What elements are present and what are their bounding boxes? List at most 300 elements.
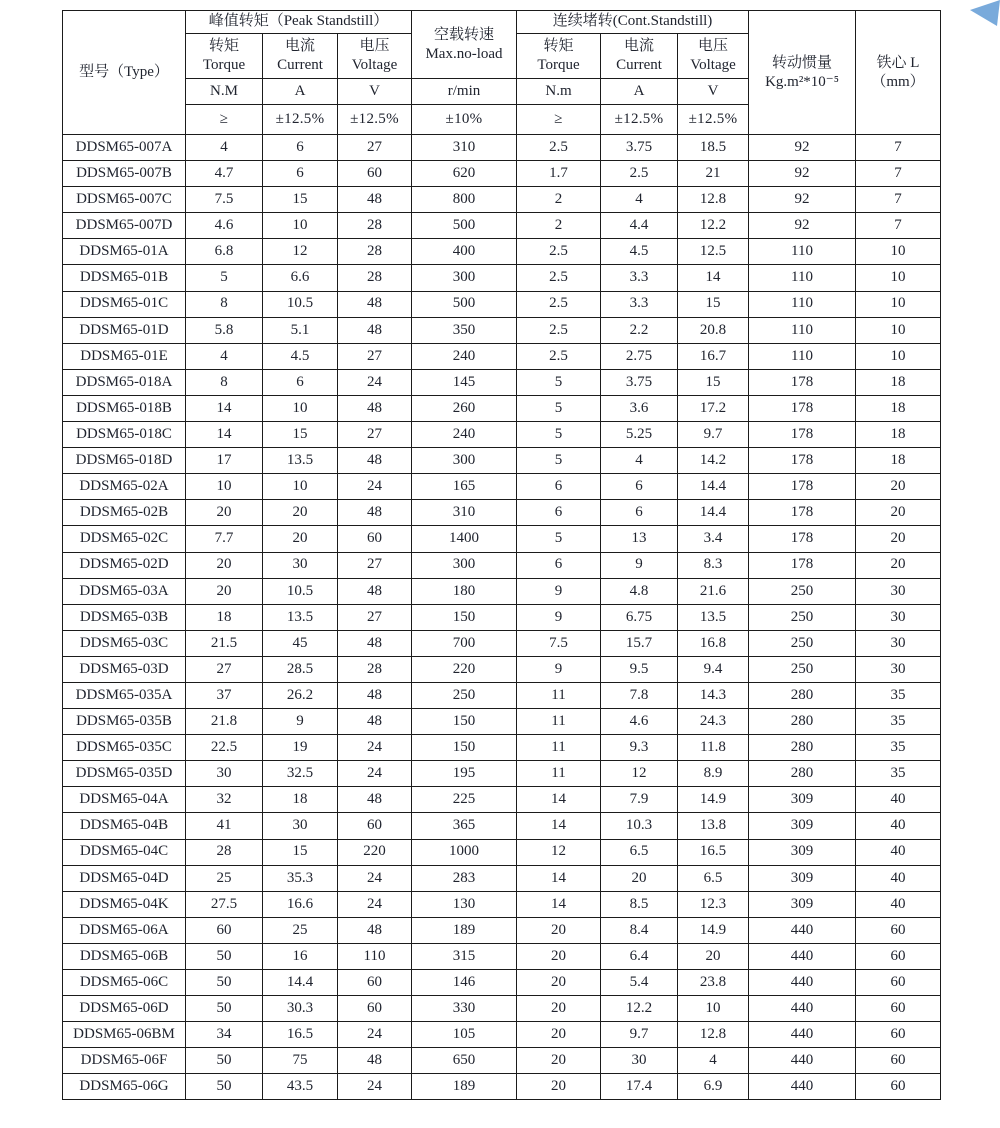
cell-type: DDSM65-06A — [63, 917, 186, 943]
cell-inertia: 309 — [749, 813, 856, 839]
table-header — [63, 11, 941, 135]
cell-cont-voltage: 13.5 — [678, 604, 749, 630]
cell-core-length: 35 — [856, 682, 941, 708]
cell-core-length: 10 — [856, 239, 941, 265]
cell-cont-torque: 20 — [517, 1022, 601, 1048]
cell-cont-voltage: 15 — [678, 291, 749, 317]
cell-core-length: 60 — [856, 943, 941, 969]
cell-peak-voltage: 48 — [338, 291, 412, 317]
cell-type: DDSM65-035A — [63, 682, 186, 708]
cell-peak-voltage: 110 — [338, 943, 412, 969]
inertia-unit: Kg.m²*10⁻⁵ — [765, 73, 839, 90]
cell-inertia: 110 — [749, 343, 856, 369]
cell-type: DDSM65-007B — [63, 161, 186, 187]
table-row — [63, 291, 941, 317]
table-row — [63, 1048, 941, 1074]
cell-inertia: 440 — [749, 1048, 856, 1074]
cell-core-length: 18 — [856, 448, 941, 474]
cell-inertia: 250 — [749, 604, 856, 630]
cell-peak-torque: 60 — [186, 917, 263, 943]
cell-peak-current: 30 — [263, 552, 338, 578]
noload-label-zh: 空载转速 — [433, 26, 494, 43]
cell-cont-torque: 14 — [517, 865, 601, 891]
cell-peak-torque: 14 — [186, 422, 263, 448]
cell-peak-current: 10 — [263, 395, 338, 421]
core-unit: （mm） — [871, 73, 925, 90]
cell-inertia: 92 — [749, 187, 856, 213]
cell-inertia: 440 — [749, 970, 856, 996]
cell-cont-torque: 2.5 — [517, 291, 601, 317]
tolerance-peak-torque: ≥ — [186, 105, 263, 135]
cell-peak-current: 45 — [263, 630, 338, 656]
cell-peak-voltage: 60 — [338, 526, 412, 552]
cell-cont-torque: 1.7 — [517, 161, 601, 187]
cell-cont-voltage: 16.8 — [678, 630, 749, 656]
cell-type: DDSM65-06BM — [63, 1022, 186, 1048]
cell-cont-torque: 11 — [517, 761, 601, 787]
unit-peak-torque: N.M — [186, 79, 263, 105]
cell-peak-current: 32.5 — [263, 761, 338, 787]
table-row — [63, 448, 941, 474]
cell-peak-torque: 21.8 — [186, 709, 263, 735]
cell-cont-current: 6.75 — [601, 604, 678, 630]
tolerance-cont-voltage: ±12.5% — [678, 105, 749, 135]
cell-type: DDSM65-03A — [63, 578, 186, 604]
table-row — [63, 709, 941, 735]
cell-noload-speed: 315 — [412, 943, 517, 969]
cell-cont-torque: 2 — [517, 213, 601, 239]
cell-peak-current: 6.6 — [263, 265, 338, 291]
cell-peak-torque: 8 — [186, 369, 263, 395]
cell-peak-torque: 5 — [186, 265, 263, 291]
cell-cont-voltage: 17.2 — [678, 395, 749, 421]
motor-spec-table — [62, 10, 941, 1100]
cell-core-length: 7 — [856, 135, 941, 161]
col-group-peak-standstill: 峰值转矩（Peak Standstill） — [186, 11, 412, 34]
cell-peak-current: 6 — [263, 135, 338, 161]
table-row — [63, 552, 941, 578]
cell-peak-voltage: 48 — [338, 682, 412, 708]
cell-inertia: 280 — [749, 682, 856, 708]
cell-core-length: 20 — [856, 552, 941, 578]
cell-noload-speed: 500 — [412, 291, 517, 317]
cell-cont-voltage: 14.9 — [678, 917, 749, 943]
cell-peak-voltage: 48 — [338, 187, 412, 213]
cell-cont-torque: 2.5 — [517, 265, 601, 291]
cell-peak-current: 26.2 — [263, 682, 338, 708]
cell-cont-voltage: 20.8 — [678, 317, 749, 343]
col-header-cont-torque: 转矩 Torque — [517, 34, 601, 79]
cell-peak-torque: 4.7 — [186, 161, 263, 187]
cell-cont-current: 3.75 — [601, 369, 678, 395]
cell-peak-voltage: 48 — [338, 500, 412, 526]
cell-peak-torque: 4 — [186, 135, 263, 161]
cell-inertia: 309 — [749, 865, 856, 891]
cell-peak-voltage: 27 — [338, 135, 412, 161]
cell-peak-torque: 8 — [186, 291, 263, 317]
noload-label-en: Max.no-load — [425, 45, 503, 62]
cell-cont-current: 3.3 — [601, 265, 678, 291]
cell-inertia: 178 — [749, 526, 856, 552]
cell-inertia: 440 — [749, 917, 856, 943]
cell-noload-speed: 650 — [412, 1048, 517, 1074]
tolerance-cont-current: ±12.5% — [601, 105, 678, 135]
cell-peak-current: 16 — [263, 943, 338, 969]
cell-peak-current: 15 — [263, 422, 338, 448]
cell-peak-current: 15 — [263, 839, 338, 865]
cell-core-length: 20 — [856, 474, 941, 500]
cell-peak-current: 12 — [263, 239, 338, 265]
cell-peak-current: 30 — [263, 813, 338, 839]
cell-peak-voltage: 24 — [338, 865, 412, 891]
cell-peak-torque: 4.6 — [186, 213, 263, 239]
cell-peak-current: 13.5 — [263, 448, 338, 474]
cell-inertia: 178 — [749, 422, 856, 448]
table-body — [63, 135, 941, 1100]
cell-noload-speed: 150 — [412, 709, 517, 735]
cell-peak-voltage: 60 — [338, 161, 412, 187]
cell-cont-current: 6 — [601, 500, 678, 526]
cell-cont-voltage: 15 — [678, 369, 749, 395]
cell-inertia: 92 — [749, 161, 856, 187]
cell-cont-torque: 5 — [517, 395, 601, 421]
cell-peak-voltage: 27 — [338, 422, 412, 448]
cell-noload-speed: 180 — [412, 578, 517, 604]
cell-noload-speed: 300 — [412, 448, 517, 474]
cell-inertia: 250 — [749, 578, 856, 604]
cell-cont-torque: 7.5 — [517, 630, 601, 656]
cell-cont-voltage: 9.7 — [678, 422, 749, 448]
cell-core-length: 30 — [856, 604, 941, 630]
cell-noload-speed: 400 — [412, 239, 517, 265]
cell-peak-torque: 28 — [186, 839, 263, 865]
cell-core-length: 7 — [856, 213, 941, 239]
table-row — [63, 761, 941, 787]
cell-noload-speed: 225 — [412, 787, 517, 813]
cell-cont-torque: 6 — [517, 474, 601, 500]
cell-type: DDSM65-04D — [63, 865, 186, 891]
cell-peak-torque: 5.8 — [186, 317, 263, 343]
corner-fold-icon — [966, 0, 1000, 28]
cell-type: DDSM65-02C — [63, 526, 186, 552]
cell-type: DDSM65-018A — [63, 369, 186, 395]
cell-noload-speed: 189 — [412, 1074, 517, 1100]
cell-cont-torque: 5 — [517, 422, 601, 448]
cell-peak-voltage: 60 — [338, 996, 412, 1022]
cell-inertia: 280 — [749, 709, 856, 735]
cell-noload-speed: 165 — [412, 474, 517, 500]
cell-core-length: 7 — [856, 161, 941, 187]
cell-cont-voltage: 14.2 — [678, 448, 749, 474]
cell-type: DDSM65-03B — [63, 604, 186, 630]
cell-peak-current: 9 — [263, 709, 338, 735]
cell-peak-current: 10.5 — [263, 578, 338, 604]
table-row — [63, 630, 941, 656]
cell-cont-torque: 12 — [517, 839, 601, 865]
cell-peak-torque: 50 — [186, 996, 263, 1022]
cell-inertia: 250 — [749, 656, 856, 682]
table-row — [63, 500, 941, 526]
cell-peak-current: 6 — [263, 369, 338, 395]
cell-peak-voltage: 48 — [338, 709, 412, 735]
cell-type: DDSM65-035C — [63, 735, 186, 761]
cell-cont-voltage: 4 — [678, 1048, 749, 1074]
cell-peak-torque: 4 — [186, 343, 263, 369]
cell-peak-torque: 50 — [186, 1048, 263, 1074]
cell-cont-torque: 9 — [517, 604, 601, 630]
cell-type: DDSM65-02B — [63, 500, 186, 526]
cell-noload-speed: 220 — [412, 656, 517, 682]
cell-peak-torque: 50 — [186, 970, 263, 996]
cell-noload-speed: 150 — [412, 604, 517, 630]
cell-cont-voltage: 14.4 — [678, 500, 749, 526]
cell-peak-voltage: 28 — [338, 656, 412, 682]
unit-cont-torque: N.m — [517, 79, 601, 105]
cell-peak-current: 18 — [263, 787, 338, 813]
cell-noload-speed: 130 — [412, 891, 517, 917]
core-label-zh: 铁心 L — [876, 54, 920, 71]
cell-cont-voltage: 14.4 — [678, 474, 749, 500]
cell-type: DDSM65-04K — [63, 891, 186, 917]
cell-inertia: 309 — [749, 839, 856, 865]
cell-peak-torque: 18 — [186, 604, 263, 630]
cell-peak-current: 6 — [263, 161, 338, 187]
unit-peak-voltage: V — [338, 79, 412, 105]
cell-noload-speed: 300 — [412, 552, 517, 578]
table-row — [63, 682, 941, 708]
cell-peak-current: 28.5 — [263, 656, 338, 682]
cell-type: DDSM65-035B — [63, 709, 186, 735]
cell-cont-current: 6.5 — [601, 839, 678, 865]
table-row — [63, 970, 941, 996]
cell-cont-torque: 11 — [517, 682, 601, 708]
cell-core-length: 18 — [856, 369, 941, 395]
cell-peak-torque: 50 — [186, 1074, 263, 1100]
cell-cont-voltage: 12.2 — [678, 213, 749, 239]
cell-core-length: 40 — [856, 813, 941, 839]
cell-peak-voltage: 48 — [338, 787, 412, 813]
cell-peak-torque: 21.5 — [186, 630, 263, 656]
cell-peak-current: 35.3 — [263, 865, 338, 891]
cell-core-length: 20 — [856, 500, 941, 526]
unit-peak-current: A — [263, 79, 338, 105]
cell-type: DDSM65-03D — [63, 656, 186, 682]
cell-cont-current: 4.4 — [601, 213, 678, 239]
cell-peak-voltage: 24 — [338, 474, 412, 500]
cell-inertia: 440 — [749, 1022, 856, 1048]
cell-peak-voltage: 27 — [338, 343, 412, 369]
cell-inertia: 110 — [749, 317, 856, 343]
cell-cont-current: 4.5 — [601, 239, 678, 265]
cell-type: DDSM65-06C — [63, 970, 186, 996]
cell-cont-torque: 20 — [517, 917, 601, 943]
cell-type: DDSM65-04B — [63, 813, 186, 839]
cell-cont-current: 4 — [601, 448, 678, 474]
cell-peak-torque: 20 — [186, 500, 263, 526]
table-row — [63, 656, 941, 682]
cell-core-length: 40 — [856, 787, 941, 813]
cell-cont-voltage: 6.5 — [678, 865, 749, 891]
cell-core-length: 10 — [856, 291, 941, 317]
cell-cont-torque: 9 — [517, 656, 601, 682]
cell-peak-torque: 50 — [186, 943, 263, 969]
cell-peak-torque: 14 — [186, 395, 263, 421]
cell-peak-torque: 6.8 — [186, 239, 263, 265]
cell-peak-current: 4.5 — [263, 343, 338, 369]
cell-inertia: 178 — [749, 552, 856, 578]
cell-cont-current: 3.3 — [601, 291, 678, 317]
cell-core-length: 60 — [856, 917, 941, 943]
cell-type: DDSM65-035D — [63, 761, 186, 787]
table-row — [63, 422, 941, 448]
cell-cont-torque: 5 — [517, 526, 601, 552]
table-row — [63, 526, 941, 552]
cell-noload-speed: 240 — [412, 422, 517, 448]
cell-inertia: 280 — [749, 761, 856, 787]
cell-type: DDSM65-007D — [63, 213, 186, 239]
cell-peak-voltage: 48 — [338, 448, 412, 474]
cell-cont-current: 30 — [601, 1048, 678, 1074]
cell-inertia: 92 — [749, 135, 856, 161]
cell-peak-current: 25 — [263, 917, 338, 943]
cell-peak-voltage: 48 — [338, 1048, 412, 1074]
cell-peak-voltage: 60 — [338, 813, 412, 839]
cell-cont-current: 2.75 — [601, 343, 678, 369]
cell-inertia: 440 — [749, 943, 856, 969]
cell-cont-torque: 20 — [517, 996, 601, 1022]
cell-cont-current: 3.6 — [601, 395, 678, 421]
cell-cont-current: 4.8 — [601, 578, 678, 604]
col-header-core-length — [856, 11, 941, 135]
cell-noload-speed: 150 — [412, 735, 517, 761]
cell-cont-torque: 6 — [517, 552, 601, 578]
cell-peak-torque: 22.5 — [186, 735, 263, 761]
col-header-cont-voltage: 电压 Voltage — [678, 34, 749, 79]
cell-cont-voltage: 18.5 — [678, 135, 749, 161]
cell-cont-torque: 6 — [517, 500, 601, 526]
cell-peak-torque: 10 — [186, 474, 263, 500]
cell-cont-current: 9.7 — [601, 1022, 678, 1048]
cell-cont-torque: 11 — [517, 709, 601, 735]
cell-peak-torque: 25 — [186, 865, 263, 891]
cell-peak-torque: 7.5 — [186, 187, 263, 213]
cell-core-length: 30 — [856, 630, 941, 656]
cell-cont-voltage: 12.8 — [678, 1022, 749, 1048]
col-header-peak-current: 电流 Current — [263, 34, 338, 79]
cell-inertia: 110 — [749, 265, 856, 291]
cell-cont-torque: 14 — [517, 891, 601, 917]
cell-cont-voltage: 16.5 — [678, 839, 749, 865]
table-row — [63, 213, 941, 239]
cell-cont-torque: 5 — [517, 369, 601, 395]
cell-cont-torque: 2 — [517, 187, 601, 213]
cell-cont-torque: 20 — [517, 943, 601, 969]
table-row — [63, 1074, 941, 1100]
tolerance-peak-voltage: ±12.5% — [338, 105, 412, 135]
cell-peak-current: 30.3 — [263, 996, 338, 1022]
cell-cont-voltage: 12.8 — [678, 187, 749, 213]
table-row — [63, 735, 941, 761]
cell-inertia: 110 — [749, 239, 856, 265]
cell-noload-speed: 310 — [412, 500, 517, 526]
cell-peak-current: 10 — [263, 213, 338, 239]
cell-peak-torque: 30 — [186, 761, 263, 787]
cell-type: DDSM65-01C — [63, 291, 186, 317]
cell-cont-voltage: 12.3 — [678, 891, 749, 917]
cell-core-length: 35 — [856, 735, 941, 761]
cell-type: DDSM65-01D — [63, 317, 186, 343]
table-row — [63, 395, 941, 421]
cell-peak-torque: 27.5 — [186, 891, 263, 917]
cell-core-length: 40 — [856, 891, 941, 917]
table-row — [63, 161, 941, 187]
cell-peak-current: 10.5 — [263, 291, 338, 317]
cell-peak-voltage: 48 — [338, 395, 412, 421]
tolerance-speed: ±10% — [412, 105, 517, 135]
cell-cont-current: 5.4 — [601, 970, 678, 996]
table-row — [63, 839, 941, 865]
cell-cont-current: 5.25 — [601, 422, 678, 448]
cell-inertia: 178 — [749, 448, 856, 474]
cell-cont-torque: 20 — [517, 970, 601, 996]
cell-cont-current: 8.5 — [601, 891, 678, 917]
cell-type: DDSM65-018C — [63, 422, 186, 448]
cell-cont-voltage: 10 — [678, 996, 749, 1022]
cell-type: DDSM65-01B — [63, 265, 186, 291]
table-row — [63, 787, 941, 813]
cell-type: DDSM65-01E — [63, 343, 186, 369]
tolerance-peak-current: ±12.5% — [263, 105, 338, 135]
cell-peak-voltage: 24 — [338, 735, 412, 761]
table-row — [63, 265, 941, 291]
cell-peak-torque: 41 — [186, 813, 263, 839]
cell-cont-current: 6.4 — [601, 943, 678, 969]
cell-noload-speed: 195 — [412, 761, 517, 787]
cell-inertia: 280 — [749, 735, 856, 761]
cell-cont-voltage: 16.7 — [678, 343, 749, 369]
table-row — [63, 996, 941, 1022]
cell-inertia: 178 — [749, 474, 856, 500]
cell-peak-voltage: 220 — [338, 839, 412, 865]
cell-core-length: 10 — [856, 343, 941, 369]
cell-peak-current: 10 — [263, 474, 338, 500]
cell-cont-torque: 2.5 — [517, 317, 601, 343]
cell-peak-current: 16.5 — [263, 1022, 338, 1048]
cell-peak-current: 19 — [263, 735, 338, 761]
cell-peak-torque: 27 — [186, 656, 263, 682]
cell-peak-torque: 20 — [186, 578, 263, 604]
cell-cont-voltage: 21 — [678, 161, 749, 187]
cell-inertia: 309 — [749, 787, 856, 813]
cell-core-length: 60 — [856, 1022, 941, 1048]
col-header-peak-torque: 转矩 Torque — [186, 34, 263, 79]
cell-type: DDSM65-06F — [63, 1048, 186, 1074]
cell-peak-torque: 17 — [186, 448, 263, 474]
cell-cont-voltage: 8.9 — [678, 761, 749, 787]
cell-cont-current: 13 — [601, 526, 678, 552]
cell-peak-current: 15 — [263, 187, 338, 213]
cell-peak-voltage: 27 — [338, 552, 412, 578]
table-row — [63, 135, 941, 161]
cell-peak-current: 43.5 — [263, 1074, 338, 1100]
cell-core-length: 20 — [856, 526, 941, 552]
cell-cont-torque: 14 — [517, 787, 601, 813]
tolerance-cont-torque: ≥ — [517, 105, 601, 135]
cell-noload-speed: 240 — [412, 343, 517, 369]
cell-core-length: 18 — [856, 395, 941, 421]
cell-peak-current: 20 — [263, 526, 338, 552]
cell-cont-torque: 2.5 — [517, 239, 601, 265]
